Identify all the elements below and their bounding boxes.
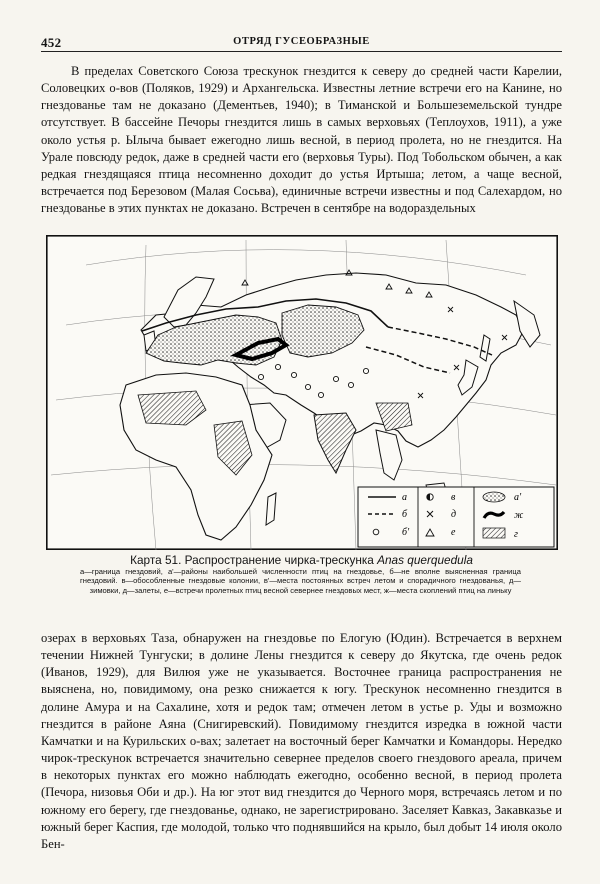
legend-label-b-prime: б': [402, 527, 410, 538]
paragraph-bottom: озерах в верховьях Таза, обнаружен на гнездовье по Елогую (Юдин). Встречается в верхнем течении Нижней Тунгуски; в долине Лены гнездится к северу до Якутска, где очень редок (Иванов, 1929), для Вилюя уже не указывается. Восточнее граница распространения не выяснена, но, повидимому, она резко снижается к югу. Трескунок несомненно гнездится в долине Амура и на Сахалине, хотя и редок там; отмечен летом в устье р. Уды и возможно гнездится в районе Аяна (Снигиревский). Повидимому гнездится изредка в южной части Камчатки и на Курильских о-вах; залетает на восточный берег Камчатки и Командоры. Нередко чирок-трескунок встречается значительно севернее пределов своего гнездового ареала, причем в некоторых пунктах его можно наблюдать ежегодно, особенно весной, в период пролета (Печора, низовья Оби и др.). На юг этот вид гнездится до Черного моря, встречаясь летом и по южному его берегу, где гнездованье, однако, не зарегистрировано. Заселяет Кавказ, Закавказье и южный берег Каспия, где молодой, только что поднявшийся на крыло, был добыт 14 июля около Бен-: [41, 631, 562, 851]
running-title: ОТРЯД ГУСЕОБРАЗНЫЕ: [233, 36, 370, 47]
map-legend: [358, 487, 554, 547]
distribution-map: [46, 235, 558, 550]
map-caption-title: [41, 553, 562, 567]
paragraph-top: В пределах Советского Союза трескунок гнездится к северу до средней части Карелии, Соловецких о-вов (Поляков, 1929) и Архангельска. Известны летние встречи его на Канине, но гнездованье там не доказано (Дементьев, 1940); в Тиманской и Большеземельской тундре отсутствует. В бассейне Печоры гнездится лишь в самых верховьях (Теплоухов, 1911), а уже около устья р. Ылыча бывает ежегодно лишь весной, в период пролета, но не гнездится. На Урале повсюду редок, даже в средней части его (верховья Туры). Под Тобольском обычен, а как редкая гнездящаяся птица несомненно доходит до устья Иртыша; летом, а чаще весной, встречается под Березовом (Малая Сосьва), единичные встречи известны и под Салехардом, но гнездованье в этих пунктах не доказано. Встречен в сентябре на водораздельных: [41, 64, 562, 216]
legend-label-b: б: [402, 509, 408, 520]
map-caption-species: Anas querquedula: [377, 553, 473, 567]
legend-label-d: д: [451, 509, 457, 520]
legend-label-g: г: [514, 529, 518, 540]
legend-label-zh: ж: [514, 510, 524, 521]
legend-label-a: а: [402, 492, 407, 503]
legend-label-v: в: [451, 492, 456, 503]
page-header: [41, 35, 562, 52]
map-caption-legend: а—граница гнездовий, а'—районы наибольшей численности птиц на гнездовье, б—не вполне выясненная граница гнездовий. в—обособленные гнездовые колонии, в'—места постоянных встреч летом и спорадичного гнездованья, д—зимовки, д—залеты, е—встречи пролетных птиц весной севернее гнездовых мест, ж—места скоплений птиц на линьку: [80, 567, 521, 595]
page-number: 452: [41, 35, 62, 50]
map-caption-prefix: Карта 51. Распространение чирка-трескунка: [130, 553, 374, 567]
legend-label-a-prime: а': [514, 492, 522, 503]
legend-label-e: е: [451, 527, 456, 538]
